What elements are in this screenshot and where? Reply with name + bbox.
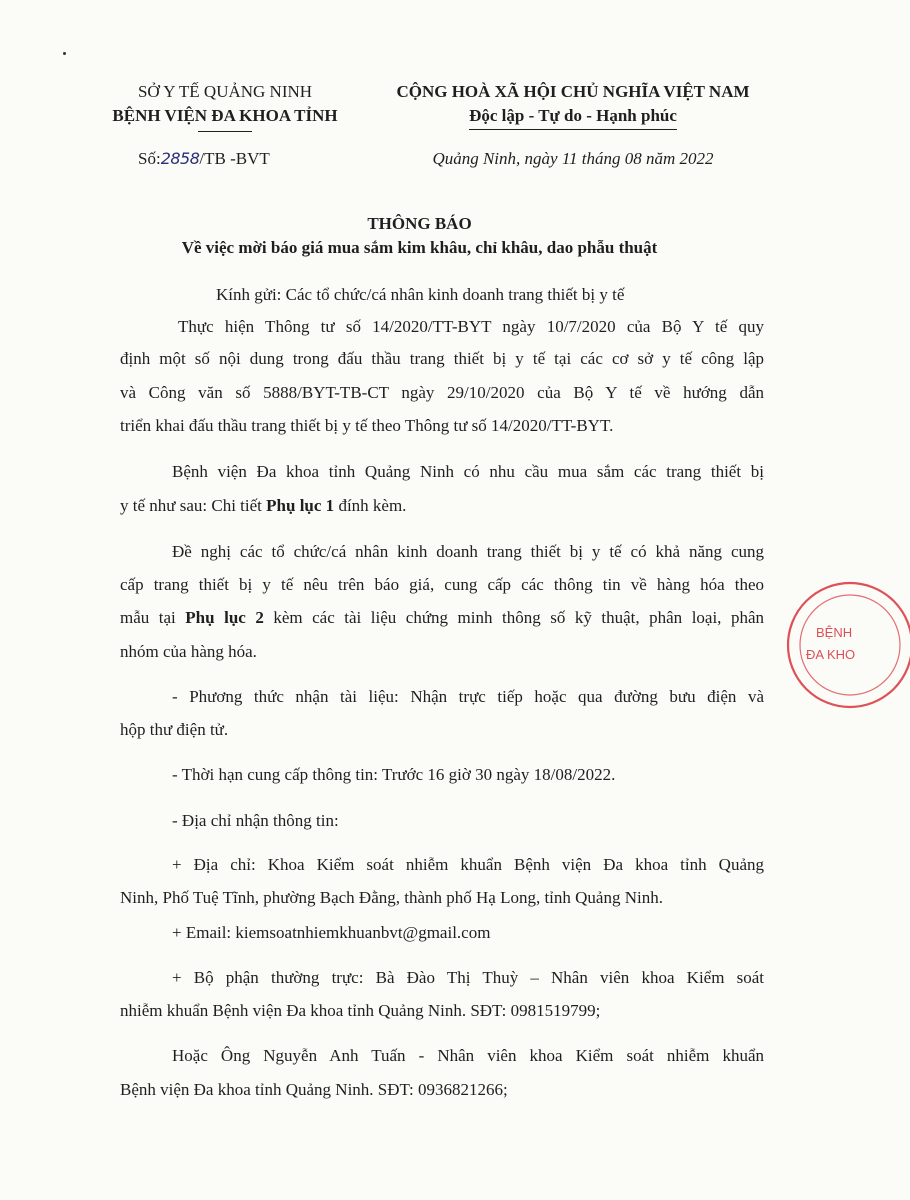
alt-contact-line: Bệnh viện Đa khoa tỉnh Quảng Ninh. SĐT: 0936821266; (120, 1080, 508, 1099)
email-line: + Email: kiemsoatnhiemkhuanbvt@gmail.com (172, 923, 491, 942)
para1-line: và Công văn số 5888/BYT-TB-CT ngày 29/10/2020 của Bộ Y tế về hướng dẫn (120, 383, 764, 402)
org-parent: SỞ Y TẾ QUẢNG NINH (137, 82, 313, 101)
duty-line: + Bộ phận thường trực: Bà Đào Thị Thuỳ – Nhân viên khoa Kiểm soát (172, 968, 764, 987)
org-name: BỆNH VIỆN ĐA KHOA TỈNH (112, 104, 337, 128)
address-line: + Địa chỉ: Khoa Kiểm soát nhiễm khuẩn Bệnh viện Đa khoa tỉnh Quảng (172, 855, 764, 874)
official-stamp (780, 575, 910, 715)
address-line: Ninh, Phố Tuệ Tĩnh, phường Bạch Đằng, thành phố Hạ Long, tỉnh Quảng Ninh. (120, 888, 663, 907)
issuer-header (90, 80, 360, 128)
para1-line: định một số nội dung trong đấu thầu trang thiết bị y tế tại các cơ sở y tế công lập (120, 349, 764, 368)
national-motto: Độc lập - Tự do - Hạnh phúc (469, 104, 677, 128)
para3-line: mẫu tại Phụ lục 2 kèm các tài liệu chứng minh thông số kỹ thuật, phân loại, phân (120, 608, 764, 627)
address-heading: - Địa chỉ nhận thông tin: (172, 811, 339, 830)
issue-date: Quảng Ninh, ngày 11 tháng 08 năm 2022 (432, 149, 714, 168)
doc-number-prefix: Số: (138, 149, 161, 168)
stamp-text: BỆNH (816, 625, 853, 640)
recipient-line: Kính gửi: Các tổ chức/cá nhân kinh doanh trang thiết bị y tế (216, 285, 625, 304)
stamp-text: ĐA KHO (806, 647, 856, 662)
method-line: hộp thư điện tử. (120, 720, 229, 739)
para2-line: y tế như sau: Chi tiết Phụ lục 1 đính kèm. (120, 496, 407, 515)
deadline-line: - Thời hạn cung cấp thông tin: Trước 16 giờ 30 ngày 18/08/2022. (172, 765, 616, 784)
scan-speck (63, 52, 66, 55)
duty-line: nhiễm khuẩn Bệnh viện Đa khoa tỉnh Quảng Ninh. SĐT: 0981519799; (120, 1001, 601, 1020)
document-number (138, 148, 270, 170)
alt-contact-line: Hoặc Ông Nguyễn Anh Tuấn - Nhân viên khoa Kiểm soát nhiễm khuẩn (172, 1046, 764, 1065)
para1-line: Thực hiện Thông tư số 14/2020/TT-BYT ngày 10/7/2020 của Bộ Y tế quy (178, 317, 764, 336)
para3-line: Đề nghị các tổ chức/cá nhân kinh doanh trang thiết bị y tế có khả năng cung (172, 542, 764, 561)
appendix-2-ref: Phụ lục 2 (185, 608, 264, 627)
method-line: - Phương thức nhận tài liệu: Nhận trực tiếp hoặc qua đường bưu điện và (172, 687, 764, 706)
doc-number-suffix: /TB -BVT (199, 149, 270, 168)
document-title: THÔNG BÁO (367, 214, 472, 233)
para3-line: nhóm của hàng hóa. (120, 642, 257, 661)
document-subtitle: Về việc mời báo giá mua sắm kim khâu, chỉ khâu, dao phẫu thuật (181, 238, 658, 257)
national-header (360, 80, 786, 128)
para2-line: Bệnh viện Đa khoa tỉnh Quảng Ninh có nhu cầu mua sắm các trang thiết bị (172, 462, 764, 481)
appendix-1-ref: Phụ lục 1 (266, 496, 335, 515)
para1-line: triển khai đấu thầu trang thiết bị y tế theo Thông tư số 14/2020/TT-BYT. (120, 416, 614, 435)
country-name: CỘNG HOÀ XÃ HỘI CHỦ NGHĨA VIỆT NAM (396, 82, 750, 101)
doc-number-handwritten: 2858 (160, 149, 200, 168)
para3-line: cấp trang thiết bị y tế nêu trên báo giá, cung cấp các thông tin về hàng hóa theo (120, 575, 764, 594)
